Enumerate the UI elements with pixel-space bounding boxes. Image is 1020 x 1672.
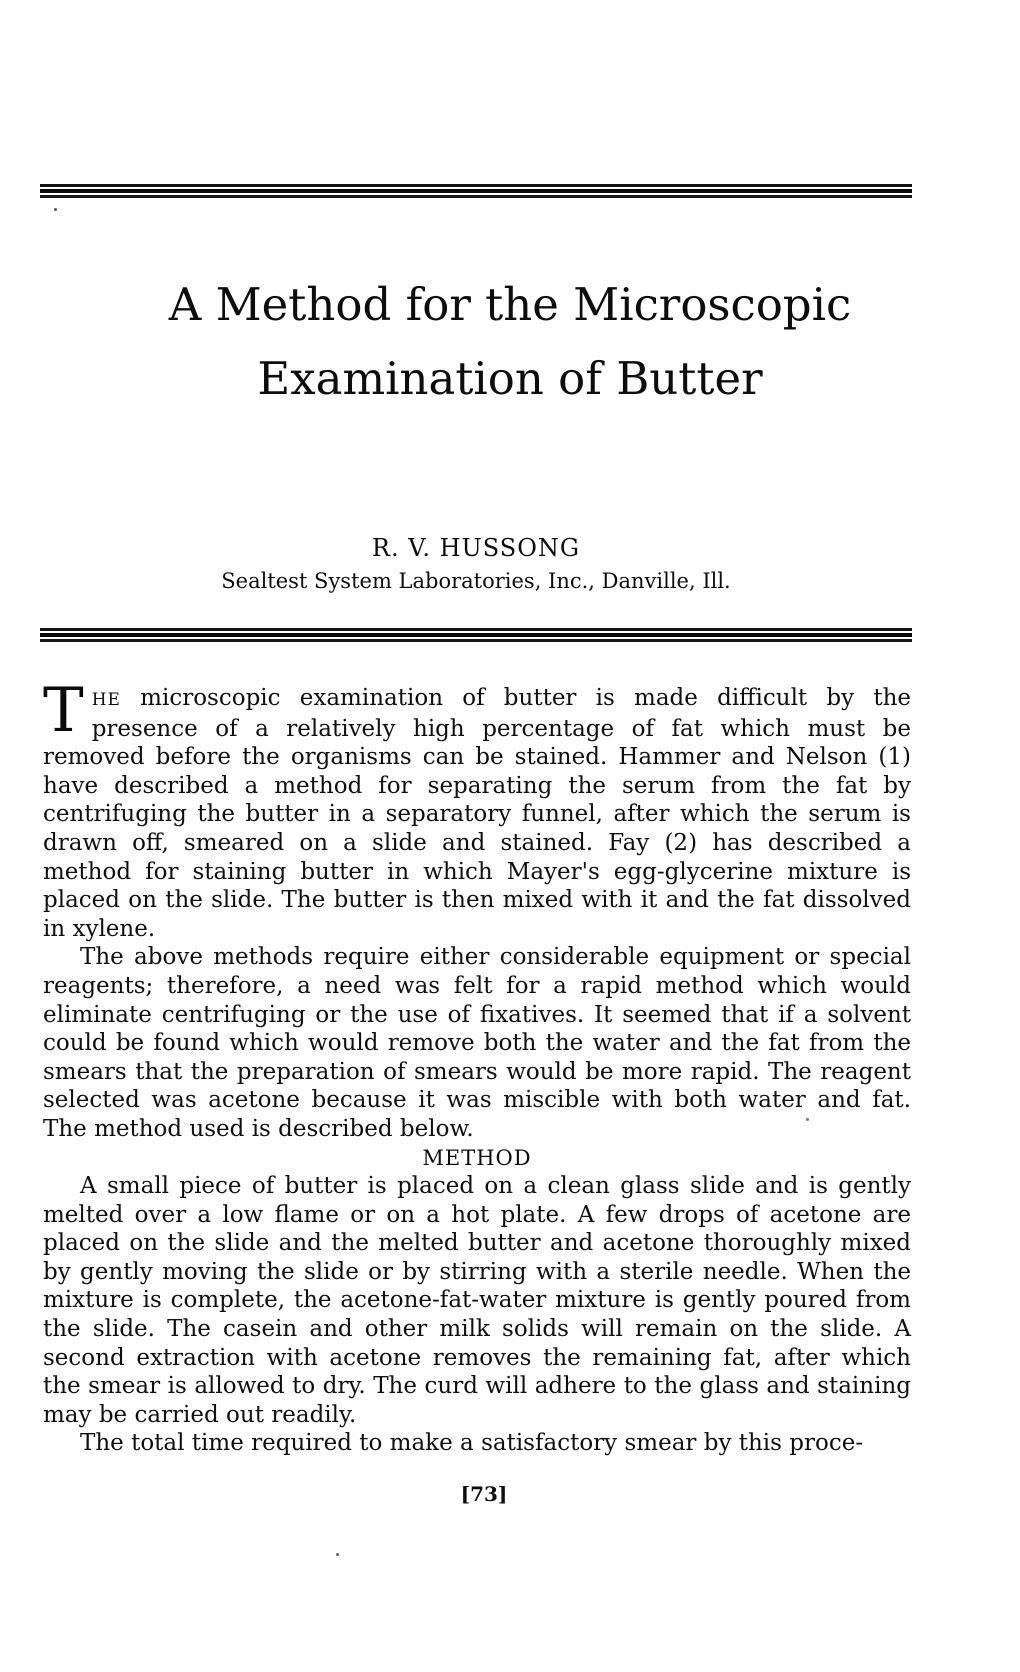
paragraph: The total time required to make a satisfactory smear by this proce- — [80, 1430, 864, 1457]
scan-speck — [336, 1553, 339, 1556]
page-number: [73] — [460, 1482, 508, 1506]
drop-cap: T — [43, 675, 84, 746]
article-title-line-2: Examination of Butter — [257, 352, 763, 405]
section-heading-method: METHOD — [422, 1145, 532, 1170]
paragraph: A small piece of butter is placed on a clean glass slide and is gently melted over a low flame or on a hot plate. A few drops of acetone are placed on the slide and the melted butter and acetone thoroughly mixed by gently moving the slide or by stirring with a sterile needle. When the mixture is complete, the acetone-fat-water mixture is gently poured from the slide. The casein and other milk solids will remain on the slide. A second extraction with acetone removes the remaining fat, after which the smear is allowed to dry. The curd will adhere to the glass and staining may be carried out readily. — [43, 1173, 911, 1428]
article-body — [43, 675, 911, 1458]
paragraph: The above methods require either considerable equipment or special reagents; therefore, a need was felt for a rapid method which would eliminate centrifuging or the use of fixatives. It seemed that if a solvent could be found which would remove both the water and the fat from the smears that the preparation of smears would be more rapid. The reagent selected was acetone because it was miscible with both water and fat. The method used is described below. — [43, 944, 911, 1142]
rule-line — [40, 639, 912, 642]
rule-line — [40, 633, 912, 637]
rule-line — [40, 195, 912, 198]
author-affiliation: Sealtest System Laboratories, Inc., Danville, Ill. — [221, 569, 731, 593]
scan-speck — [54, 208, 57, 211]
header-divider-triple-rule — [40, 628, 912, 642]
intro-paragraph-text: microscopic examination of butter is made difficult by the presence of a relatively high percentage of fat which must be removed before the organisms can be stained. Hammer and Nelson (1) have described a method for separating the serum from the fat by centrifuging the butter in a separatory funnel, after which the serum is drawn off, smeared on a slide and stained. Fay (2) has described a method for staining butter in which Mayer's egg-glycerine mixture is placed on the slide. The butter is then mixed with it and the fat dissolved in xylene. — [43, 685, 911, 942]
author-name: R. V. HUSSONG — [371, 534, 581, 562]
scan-speck — [806, 1118, 809, 1121]
article-title — [0, 268, 1020, 416]
intro-small-caps: HE — [91, 690, 121, 710]
intro-paragraph — [43, 675, 911, 943]
rule-line — [40, 628, 912, 631]
rule-line — [40, 184, 912, 187]
article-title-line-1: A Method for the Microscopic — [168, 278, 852, 331]
top-triple-rule — [40, 184, 912, 198]
rule-line — [40, 189, 912, 193]
